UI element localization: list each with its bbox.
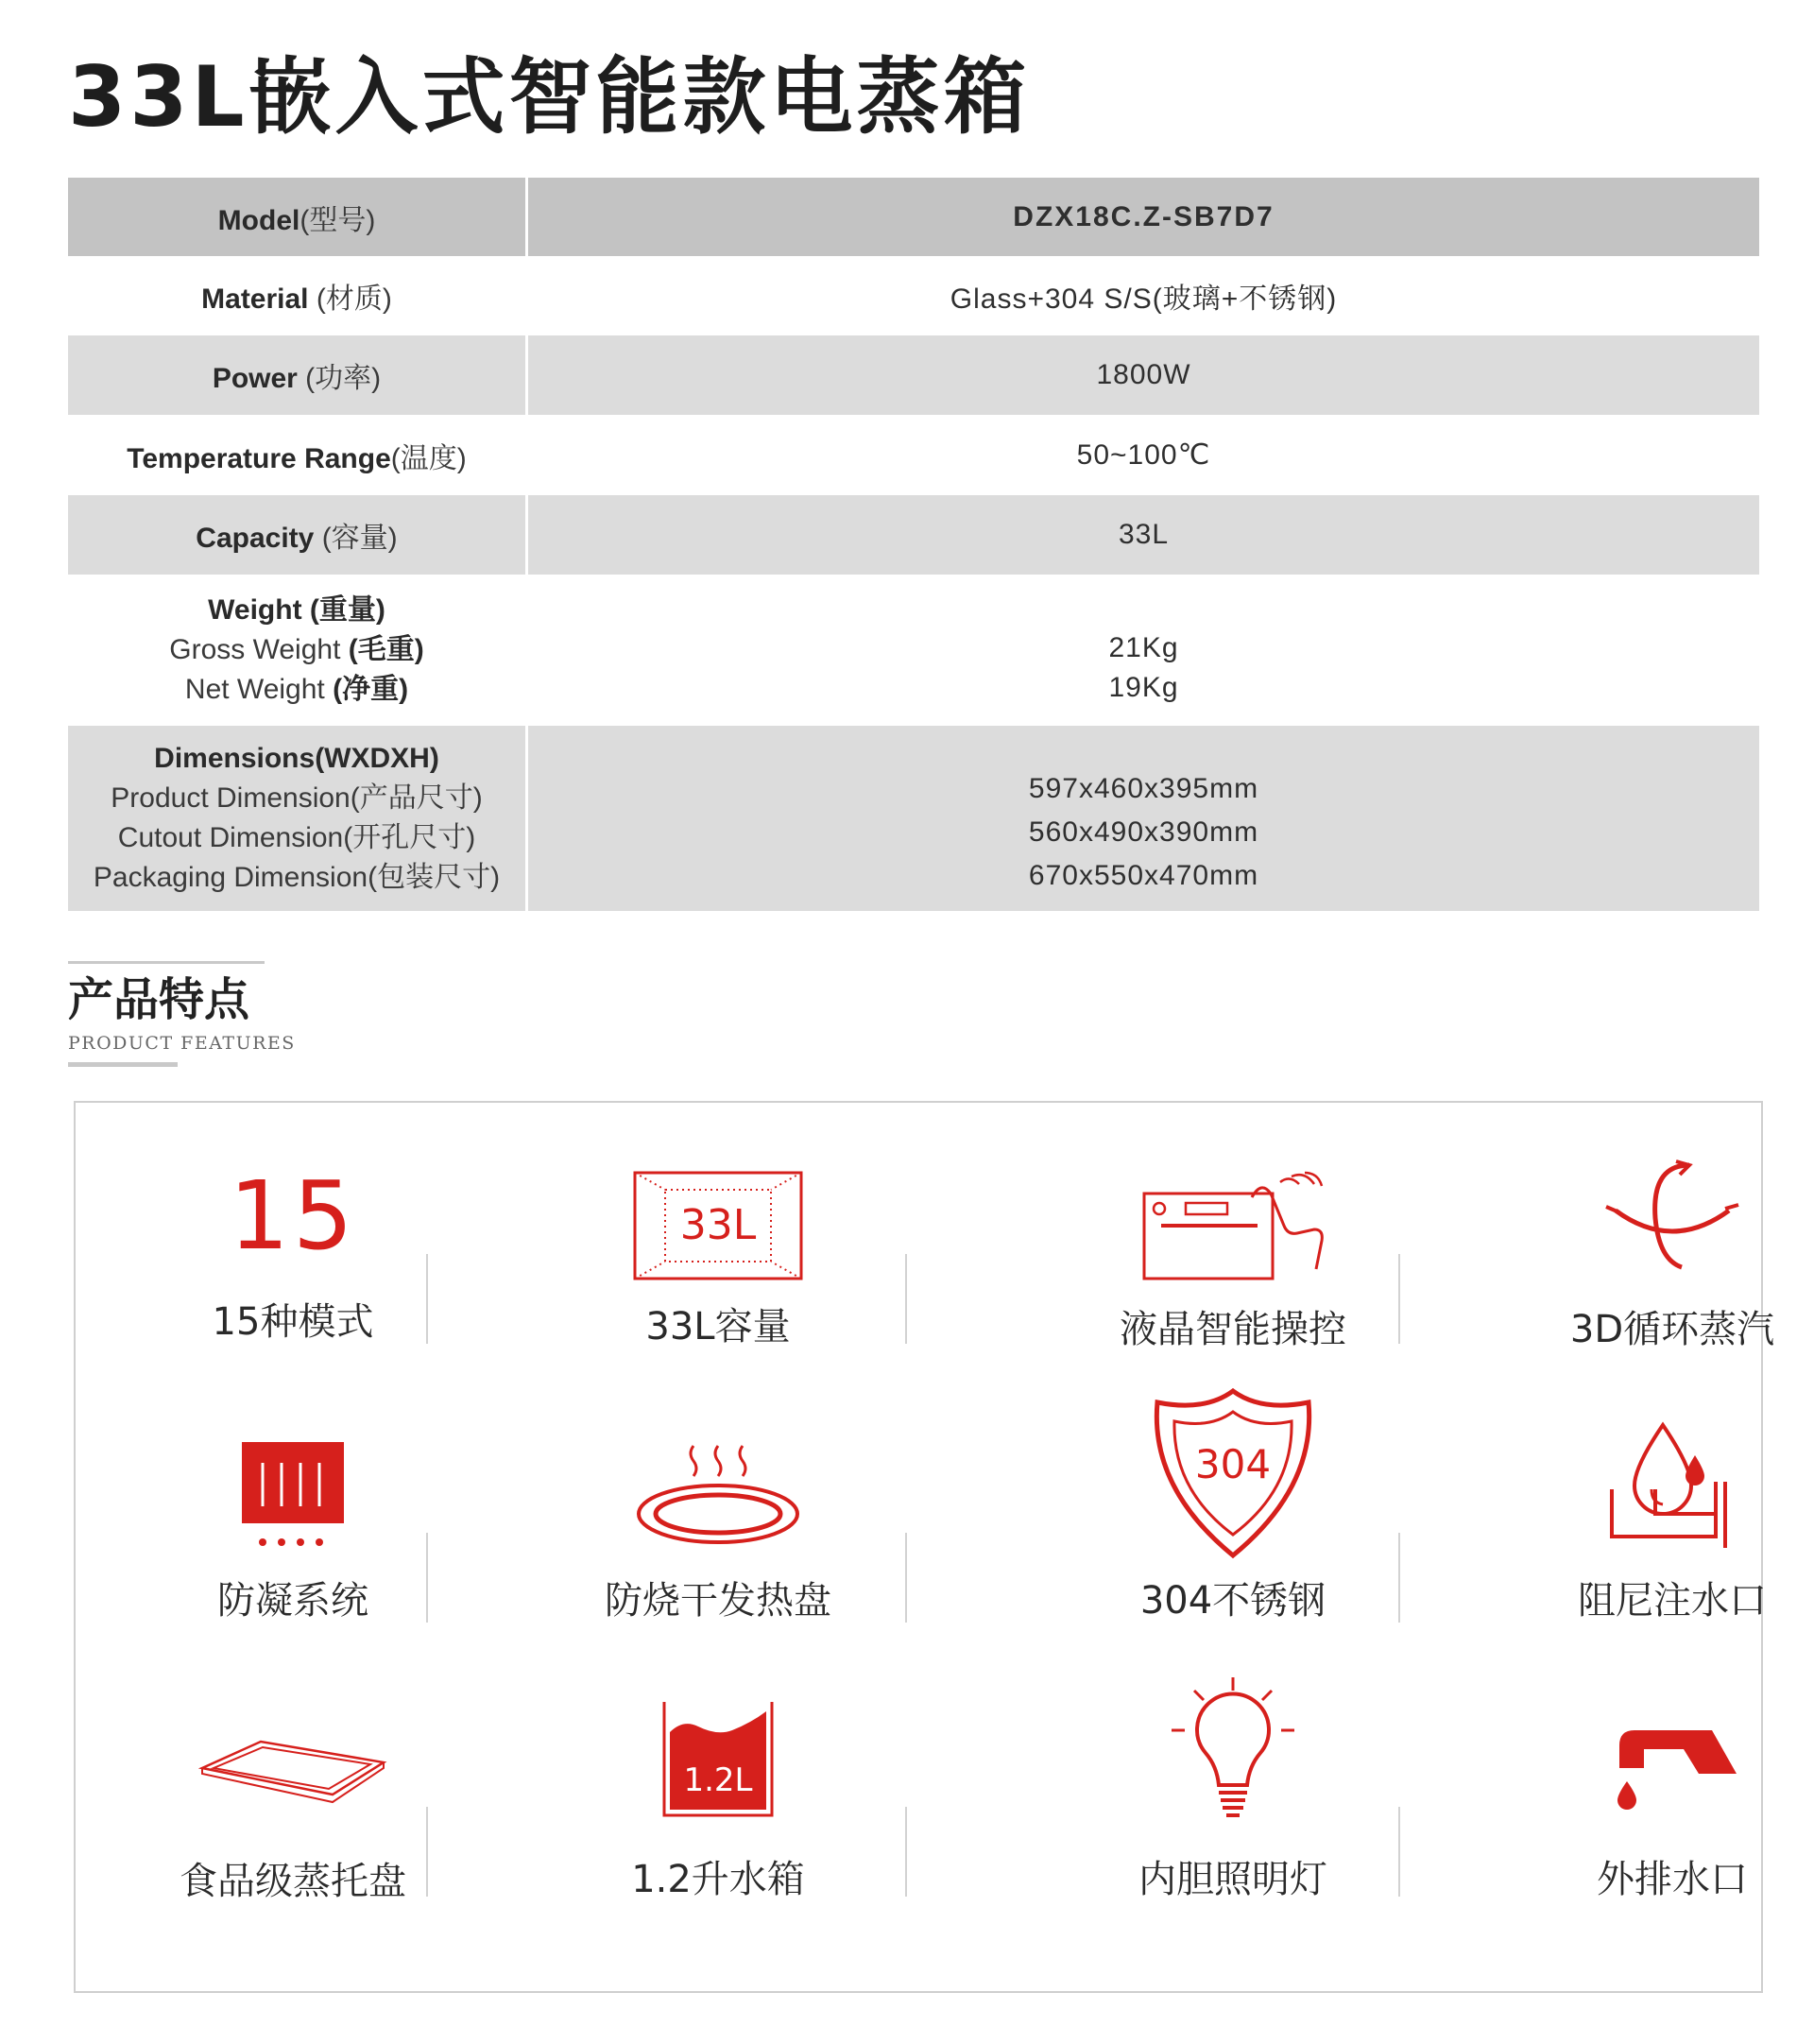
feature-caption: 外排水口 — [1597, 1858, 1748, 1901]
spec-value-temperature: 50~100℃ — [1076, 439, 1211, 471]
gross-weight-cn: (毛重) — [348, 634, 424, 665]
dimensions-heading: Dimensions(WXDXH) — [154, 743, 439, 774]
label-cn: (容量) — [314, 523, 398, 554]
feature-caption: 防烧干发热盘 — [605, 1579, 831, 1623]
label-en: Material — [201, 283, 309, 315]
spec-value-weight — [527, 575, 1760, 726]
spec-value-capacity: 33L — [527, 495, 1760, 575]
drain-outlet-icon — [1606, 1726, 1738, 1812]
spec-row-weight — [68, 575, 1759, 726]
net-weight-value: 19Kg — [1108, 672, 1179, 703]
spec-value-dimensions — [527, 726, 1760, 911]
label-en: Capacity — [196, 523, 315, 554]
spec-row-model — [68, 178, 1759, 256]
spec-row-power — [68, 335, 1759, 415]
feature-caption: 3D循环蒸汽 — [1569, 1308, 1775, 1351]
heating-plate-icon — [633, 1438, 803, 1552]
divider — [426, 1254, 428, 1344]
spec-label-temperature — [68, 415, 527, 495]
spec-label-dimensions — [68, 726, 527, 911]
feature-water-tank — [520, 1698, 916, 1963]
divider — [426, 1533, 428, 1623]
gross-weight-label — [68, 630, 525, 670]
spec-label-model — [68, 178, 527, 256]
light-bulb-icon — [1162, 1674, 1304, 1825]
label-cn: (功率) — [297, 363, 382, 394]
gross-weight-en: Gross Weight — [169, 634, 349, 665]
label-en: Model — [217, 204, 300, 236]
packaging-dimension-label: Packaging Dimension(包装尺寸) — [93, 862, 501, 893]
feature-caption: 阻尼注水口 — [1578, 1579, 1767, 1623]
spec-label-material — [68, 256, 527, 335]
3d-steam-icon — [1597, 1159, 1748, 1273]
divider — [1398, 1533, 1400, 1623]
divider — [1398, 1807, 1400, 1897]
section-top-rule — [68, 961, 265, 964]
feature-304-steel — [1035, 1419, 1431, 1684]
touch-panel-icon — [1138, 1169, 1327, 1282]
divider — [905, 1807, 907, 1897]
feature-15-modes — [94, 1150, 491, 1415]
spec-row-dimensions — [68, 726, 1759, 911]
divider — [1398, 1254, 1400, 1344]
spec-row-capacity — [68, 495, 1759, 575]
label-cn: (材质) — [308, 283, 392, 315]
feature-caption: 1.2升水箱 — [631, 1858, 805, 1901]
product-dimension-value: 597x460x395mm — [1028, 773, 1259, 804]
number-15-icon: 15 — [229, 1160, 357, 1271]
tank-badge-text: 1.2L — [683, 1761, 753, 1799]
feature-3d-steam — [1474, 1150, 1814, 1415]
spec-label-capacity — [68, 495, 527, 575]
features-panel — [74, 1101, 1775, 1993]
spec-row-material — [68, 256, 1759, 335]
feature-drain-outlet — [1474, 1698, 1814, 1963]
anti-condensation-icon — [236, 1438, 350, 1552]
feature-inner-light — [1035, 1698, 1431, 1963]
spec-table — [68, 178, 1759, 911]
feature-steam-tray — [94, 1698, 491, 1963]
weight-heading: Weight (重量) — [208, 594, 385, 626]
oven-cavity-33l-icon — [633, 1171, 803, 1280]
spec-value-power: 1800W — [527, 335, 1760, 415]
packaging-dimension-value: 670x550x470mm — [1028, 860, 1259, 891]
spec-label-weight — [68, 575, 527, 726]
feature-caption: 防凝系统 — [217, 1579, 368, 1623]
spec-label-power — [68, 335, 527, 415]
feature-water-inlet — [1474, 1419, 1814, 1684]
capacity-badge-text: 33L — [679, 1201, 757, 1249]
section-subtitle: PRODUCT FEATURES — [68, 1033, 296, 1054]
label-cn: (型号) — [299, 204, 376, 236]
steam-tray-icon — [198, 1736, 387, 1812]
label-cn: (温度) — [390, 442, 467, 474]
net-weight-cn: (净重) — [333, 674, 409, 705]
cutout-dimension-label: Cutout Dimension(开孔尺寸) — [117, 822, 476, 853]
product-dimension-label: Product Dimension(产品尺寸) — [111, 782, 483, 814]
net-weight-label — [68, 670, 525, 710]
section-bottom-rule — [68, 1062, 178, 1067]
water-tank-icon — [657, 1698, 779, 1821]
feature-heating-plate — [520, 1419, 916, 1684]
label-en: Power — [212, 363, 298, 394]
feature-caption: 内胆照明灯 — [1138, 1858, 1327, 1901]
spec-value-model: DZX18C.Z-SB7D7 — [527, 178, 1760, 256]
label-en: Temperature Range — [127, 442, 391, 474]
feature-caption: 33L容量 — [645, 1305, 791, 1348]
feature-33l-capacity — [520, 1150, 916, 1415]
spec-row-temperature — [68, 415, 1759, 495]
gross-weight-value: 21Kg — [1108, 632, 1179, 663]
feature-caption: 304不锈钢 — [1139, 1579, 1326, 1623]
divider — [905, 1254, 907, 1344]
water-inlet-icon — [1606, 1419, 1738, 1552]
spec-value-material: Glass+304 S/S(玻璃+不锈钢) — [950, 283, 1338, 315]
divider — [905, 1533, 907, 1623]
feature-anti-condensation — [94, 1419, 491, 1684]
shield-badge-text: 304 — [1194, 1441, 1272, 1487]
cutout-dimension-value: 560x490x390mm — [1028, 816, 1259, 848]
page-title: 33L嵌入式智能款电蒸箱 — [68, 48, 1031, 146]
feature-caption: 液晶智能操控 — [1120, 1308, 1346, 1351]
divider — [426, 1807, 428, 1897]
feature-caption: 食品级蒸托盘 — [180, 1860, 406, 1903]
feature-caption: 15种模式 — [212, 1300, 374, 1344]
section-title: 产品特点 — [68, 973, 250, 1026]
shield-304-icon — [1148, 1385, 1318, 1561]
feature-lcd-control — [1035, 1150, 1431, 1415]
net-weight-en: Net Weight — [184, 674, 334, 705]
